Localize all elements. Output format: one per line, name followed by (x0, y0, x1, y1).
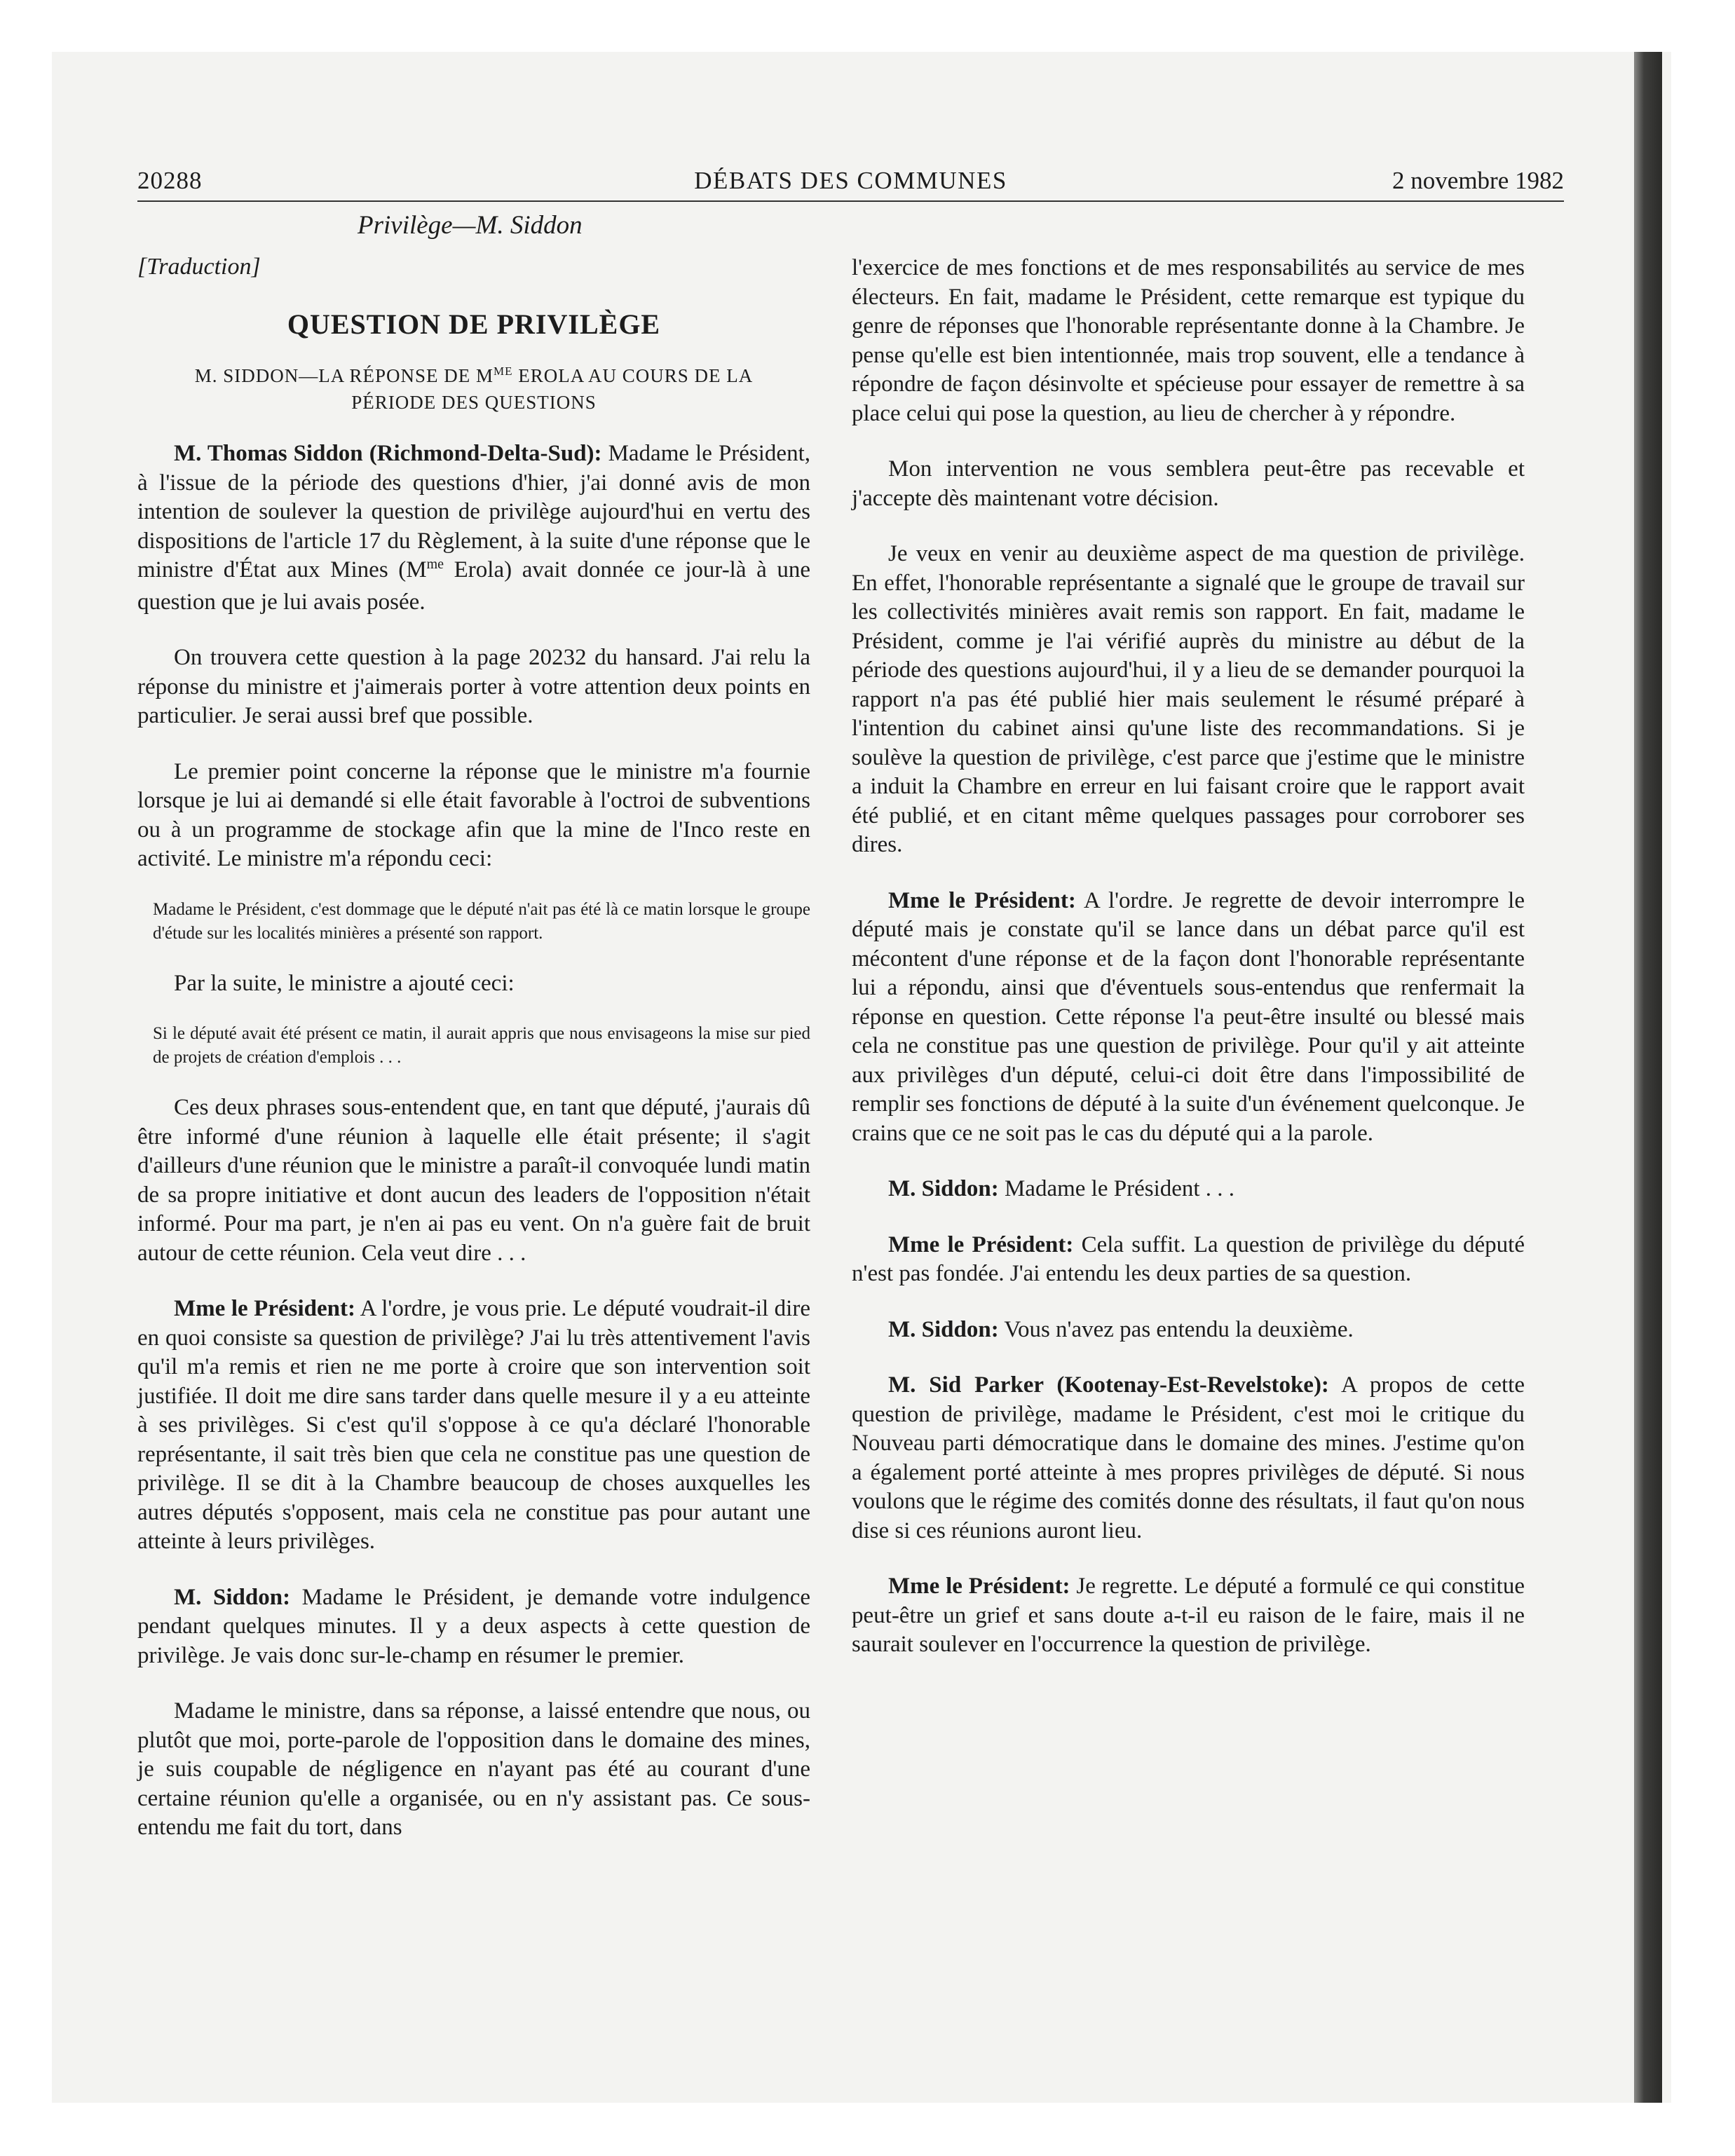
paragraph-text: A l'ordre. Je regrette de devoir interrompre le député mais je constate qu'il se lance dans un débat parce qu'il est mécontent d'une réponse et de la façon dont l'honorable représentante lui a répondu, ainsi que d'éventuels sous-entendus que renfermait la réponse en question. Cette réponse l'a peut-être insulté ou blessé mais cela ne constitue pas une question de privilège. Pour qu'il y ait atteinte aux privilèges d'un député, celui-ci doit être dans l'impossibilité de remplir ses fonctions de député à la suite d'un événement quelconque. Je crains que ce ne soit pas le cas du député qui a la parole. (852, 887, 1525, 1146)
paragraph-text: A propos de cette question de privilège, madame le Président, c'est moi le critique du Nouveau parti démocratique dans le domaine des mines. J'estime qu'on a également porté atteinte à mes propres privilèges de député. Si nous voulons que le régime des comités donne des résultats, il faut qu'on nous dise si ces réunions auront lieu. (852, 1372, 1525, 1543)
speaker-name: M. Sid Parker (Kootenay-Est-Revelstoke): (888, 1372, 1329, 1398)
translation-tag: [Traduction] (137, 254, 261, 280)
paragraph: On trouvera cette question à la page 20232 du hansard. J'ai relu la réponse du ministre et j'aimerais porter à votre attention deux points en particulier. Je serai aussi bref que possible. (137, 645, 810, 728)
speaker-name: Mme le Président: (888, 887, 1076, 913)
paragraph (137, 1295, 810, 1557)
paragraph (137, 439, 810, 617)
paragraph (852, 1231, 1525, 1289)
paragraph (852, 1371, 1525, 1546)
paragraph (852, 1175, 1525, 1204)
speaker-name: M. Siddon: (888, 1176, 999, 1201)
paragraph-text: Madame le Président, je demande votre indulgence pendant quelques minutes. Il y a deux aspects à cette question de privilège. Je vais donc sur-le-champ en résumer le premier. (137, 1584, 811, 1668)
paragraph-text: A l'ordre, je vous prie. Le député voudrait-il dire en quoi consiste sa question de privilège? J'ai lu très attentivement l'avis qu'il m'a remis et rien ne me porte à croire que son intervention soit justifiée. Il doit me dire sans tarder dans quelle mesure il y a eu atteinte à ses privilèges. Si c'est qu'il s'oppose à ce qu'a déclaré l'honorable représentante, il sait très bien que cela ne constitue pas une question de privilège. Il se dit à la Chambre beaucoup de choses auxquelles les autres députés s'opposent, mais cela ne constitue pas pour autant une atteinte à leurs privilèges. (137, 1296, 810, 1554)
speaker-name: M. Siddon: (888, 1316, 999, 1342)
paragraph: Le premier point concerne la réponse que le ministre m'a fournie lorsque je lui ai demandé si elle était favorable à l'octroi de subventions ou à un programme de stockage afin que la mine de l'Inco reste en activité. Le ministre m'a répondu ceci: (137, 758, 810, 871)
subheading-part-1: M. SIDDON—LA RÉPONSE DE M (194, 365, 494, 386)
speaker-name: Mme le Président: (888, 1231, 1074, 1257)
paragraph-continued: l'exercice de mes fonctions et de mes responsabilités au service de mes électeurs. En fait, madame le Président, cette remarque est typique du genre de réponses que l'honorable représentante donne à la Chambre. Je pense qu'elle est bien intentionnée, mais trop souvent, elle a tendance à répondre de façon désinvolte et spécieuse pour essayer de remettre à sa place celui qui pose la question, au lieu de chercher à y répondre. (852, 255, 1525, 426)
block-quote: Si le député avait été présent ce matin, il aurait appris que nous envisageons la mise sur pied de projets de création d'emplois . . . (153, 1024, 810, 1067)
speaker-name: M. Thomas Siddon (Richmond-Delta-Sud): (174, 441, 602, 466)
running-head: Privilège—M. Siddon (358, 211, 583, 240)
speaker-name: M. Siddon: (174, 1584, 291, 1610)
paragraph: Mon intervention ne vous semblera peut-être pas recevable et j'accepte dès maintenant votre décision. (852, 456, 1525, 511)
paragraph-text: Madame le Président . . . (998, 1176, 1235, 1201)
paragraph (852, 1316, 1525, 1345)
speaker-name: Mme le Président: (174, 1296, 355, 1321)
superscript: me (426, 557, 444, 572)
publication-title: DÉBATS DES COMMUNES (694, 167, 1007, 194)
right-column (852, 254, 1525, 1660)
paragraph-text: Vous n'avez pas entendu la deuxième. (998, 1316, 1354, 1342)
publication-date: 2 novembre 1982 (1392, 167, 1564, 194)
section-heading: QUESTION DE PRIVILÈGE (287, 308, 661, 340)
paragraph-text: Erola) avait donnée ce jour-là à une question que je lui avais posée. (137, 557, 810, 615)
paragraph (852, 1572, 1525, 1660)
paragraph: Par la suite, le ministre a ajouté ceci: (174, 970, 515, 996)
paragraph: Je veux en venir au deuxième aspect de ma question de privilège. En effet, l'honorable représentante a signalé que le groupe de travail sur les collectivités minières avait remis son rapport. En fait, madame le Président, comme je l'ai vérifié auprès du ministre au début de la période des questions aujourd'hui, il y a lieu de se demander pourquoi la rapport n'a pas été publié hier mais seulement le résumé préparé à l'intention du cabinet ainsi qu'une liste des recommandations. Si je soulève la question de privilège, c'est parce que j'estime que le ministre a induit la Chambre en erreur en lui faisant croire que le rapport avait été publié, et en citant même quelques passages pour corroborer ses dires. (852, 541, 1525, 857)
paragraph: Ces deux phrases sous-entendent que, en tant que député, j'aurais dû être informé d'une réunion à laquelle elle était présente; il s'agit d'ailleurs d'une réunion que le ministre a paraît-il convoquée lundi matin de sa propre initiative et dont aucun des leaders de l'opposition n'était informé. Pour ma part, je n'en ai pas eu vent. On n'a guère fait de bruit autour de cette réunion. Cela veut dire . . . (137, 1095, 810, 1266)
block-quote: Madame le Président, c'est dommage que le député n'ait pas été là ce matin lorsque le groupe d'étude sur les localités minières a présenté son rapport. (153, 899, 810, 943)
paragraph (852, 887, 1525, 1149)
page-header (137, 158, 1564, 202)
speaker-name: Mme le Président: (888, 1574, 1070, 1599)
subheading-part-2: EROLA AU COURS DE LA PÉRIODE DES QUESTIONS (351, 365, 754, 413)
section-subheading (137, 364, 810, 414)
paragraph (137, 1583, 810, 1671)
subheading-superscript: ME (494, 364, 513, 378)
paragraph-text: Cela suffit. La question de privilège du député n'est pas fondée. J'ai entendu les deux parties de sa question. (852, 1231, 1525, 1286)
left-column (137, 252, 810, 1843)
scan-edge-shadow (1634, 52, 1662, 2103)
paragraph: Madame le ministre, dans sa réponse, a laissé entendre que nous, ou plutôt que moi, porte-parole de l'opposition dans le domaine des mines, je suis coupable de négligence en n'ayant pas été au courant d'une certaine réunion qu'elle a organisée, ou en n'y assistant pas. Ce sous-entendu me fait du tort, dans (137, 1698, 810, 1840)
paragraph-text: Je regrette. Le député a formulé ce qui constitue peut-être un grief et sans doute a-t-il eu raison de le faire, mais il ne saurait soulever en l'occurrence la question de privilège. (852, 1574, 1525, 1657)
paragraph-text: Madame le Président, à l'issue de la période des questions d'hier, j'ai donné avis de mon intention de soulever la question de privilège aujourd'hui en vertu des dispositions de l'article 17 du Règlement, à la suite d'une réponse que le ministre d'État aux Mines (M (137, 441, 810, 582)
page-number: 20288 (137, 167, 203, 194)
